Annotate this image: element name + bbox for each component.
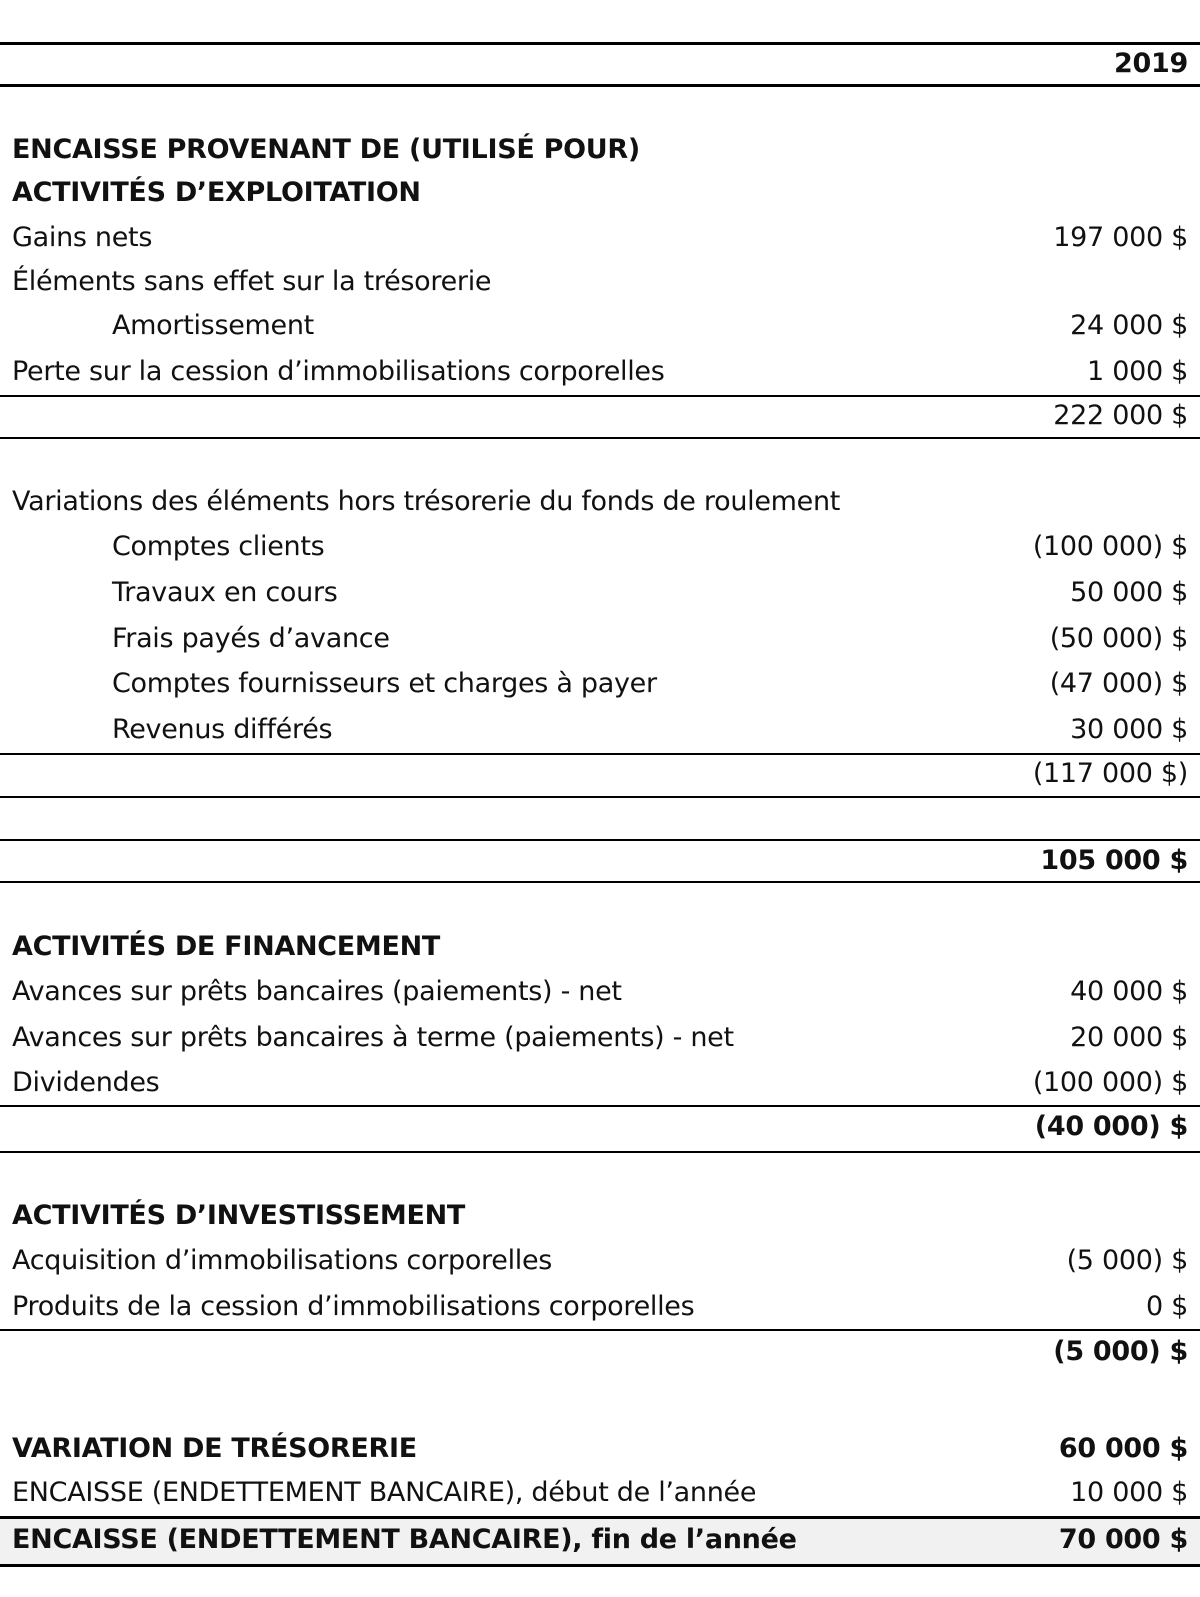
net-income-label: Gains nets xyxy=(12,222,153,253)
subtotal1-bottom-rule xyxy=(0,437,1200,439)
operating-total-amount: 105 000 $ xyxy=(1040,845,1188,876)
financing-total-top-rule xyxy=(0,1105,1200,1107)
investing-total-top-rule xyxy=(0,1329,1200,1331)
subtotal1-top-rule xyxy=(0,395,1200,397)
cash-change-amount: 60 000 $ xyxy=(1058,1433,1188,1464)
cash-flow-statement: 2019 ENCAISSE PROVENANT DE (UTILISÉ POUR) ACTIVITÉS D’EXPLOITATION Gains nets 197 000 $ Éléments sans effet sur la trésorerie Amortissement 24 000 $ Perte sur la cession d’immobilisations corporelles 1 000 $ 222 000 $ Variations des éléments hors trésorerie du fonds de roulement Comptes clients (100 000) $ Travaux en cours 50 000 $ Frais payés d’avance (50 000) $ Comptes fournisseurs et charges à payer (47 000) $ Revenus différés 30 000 $ (117 000 $) 105 000 $ ACTIVITÉS DE FINANCEMENT Avances sur prêts bancaires (paiements) - net 40 000 $ Avances sur prêts bancaires à terme (paiements) - net 20 000 $ Dividendes (100 000) $ (40 000) $ ACTIVITÉS D’INVESTISSEMENT Acquisition d’immobilisations corporelles (5 000) $ Produits de la cession d’immobilisations corporelles 0 $ (5 000) $ VARIATION DE TRÉSORERIE 60 000 $ ENCAISSE (ENDETTEMENT BANCAIRE), début de l’année 10 000 $ ENCAISSE (ENDETTEMENT BANCAIRE), fin de l’année 70 000 $ xyxy=(0,0,1200,1597)
subtotal1-amount: 222 000 $ xyxy=(1053,400,1188,431)
ending-cash-label: ENCAISSE (ENDETTEMENT BANCAIRE), fin de l’année xyxy=(12,1524,797,1555)
amortization-amount: 24 000 $ xyxy=(1070,310,1188,341)
ending-cash-bottom-rule xyxy=(0,1564,1200,1567)
subtotal2-top-rule xyxy=(0,753,1200,755)
operating-total-top-rule xyxy=(0,839,1200,841)
header-top-rule xyxy=(0,42,1200,45)
beginning-cash-amount: 10 000 $ xyxy=(1070,1477,1188,1508)
subtotal2-amount: (117 000 $) xyxy=(1032,758,1188,789)
loss-on-disposal-amount: 1 000 $ xyxy=(1087,356,1188,387)
net-income-amount: 197 000 $ xyxy=(1053,222,1188,253)
cash-change-label: VARIATION DE TRÉSORERIE xyxy=(12,1433,417,1464)
amortization-label: Amortissement xyxy=(112,310,314,341)
financing-total-bottom-rule xyxy=(0,1151,1200,1153)
subtotal2-bottom-rule xyxy=(0,796,1200,798)
financing-total-amount: (40 000) $ xyxy=(1034,1111,1188,1142)
investing-total-amount: (5 000) $ xyxy=(1053,1336,1188,1367)
ending-cash-top-rule xyxy=(0,1516,1200,1519)
beginning-cash-label: ENCAISSE (ENDETTEMENT BANCAIRE), début de l’année xyxy=(12,1477,757,1508)
loss-on-disposal-label: Perte sur la cession d’immobilisations corporelles xyxy=(12,356,665,387)
operating-total-bottom-rule xyxy=(0,881,1200,883)
year-column-header: 2019 xyxy=(1114,48,1188,79)
ending-cash-amount: 70 000 $ xyxy=(1058,1524,1188,1555)
header-bottom-rule xyxy=(0,84,1200,87)
